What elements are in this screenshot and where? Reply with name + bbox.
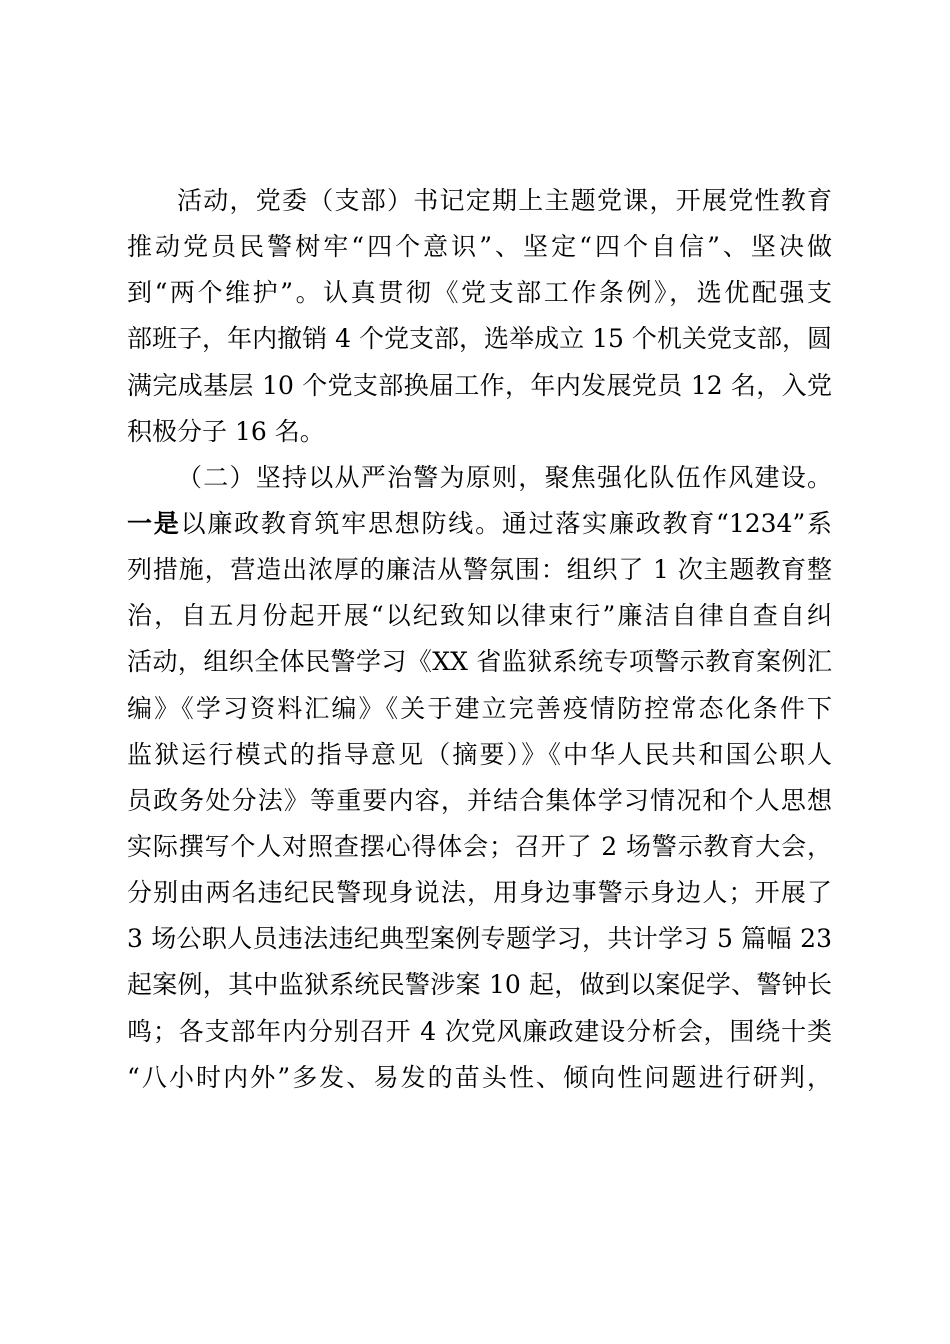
paragraph-line: 3 场公职人员违法违纪典型案例专题学习，共计学习 5 篇幅 23 — [127, 924, 832, 954]
line-text: 以廉政教育筑牢思想防线。通过落实廉政教育“1234”系 — [180, 508, 832, 538]
paragraph-line: 鸣；各支部年内分别召开 4 次党风廉政建设分析会，围绕十类 — [127, 1016, 832, 1046]
paragraph-line: 活动，组织全体民警学习《XX 省监狱系统专项警示教育案例汇 — [127, 647, 832, 677]
bold-lead-text: 一是 — [127, 508, 181, 538]
paragraph-line: 到“两个维护”。认真贯彻《党支部工作条例》，选优配强支 — [127, 278, 832, 308]
body-text — [127, 178, 832, 1101]
paragraph-line — [127, 501, 832, 547]
paragraph-line: 起案例，其中监狱系统民警涉案 10 起，做到以案促学、警钟长 — [127, 970, 832, 1000]
paragraph-line: 推动党员民警树牢“四个意识”、坚定“四个自信”、坚决做 — [127, 232, 832, 262]
paragraph-line: 分别由两名违纪民警现身说法，用身边事警示身边人；开展了 — [127, 878, 832, 908]
paragraph-line: 监狱运行模式的指导意见（摘要）》《中华人民共和国公职人 — [127, 739, 832, 769]
paragraph-line: 活动，党委（支部）书记定期上主题党课，开展党性教育 — [177, 186, 832, 215]
paragraph-line: 部班子，年内撤销 4 个党支部，选举成立 15 个机关党支部，圆 — [127, 324, 832, 354]
paragraph-line: 编》《学习资料汇编》《关于建立完善疫情防控常态化条件下 — [127, 693, 832, 723]
paragraph-line: 实际撰写个人对照查摆心得体会；召开了 2 场警示教育大会， — [127, 831, 832, 861]
paragraph-line: “八小时内外”多发、易发的苗头性、倾向性问题进行研判， — [127, 1062, 832, 1092]
paragraph-line: 积极分子 16 名。 — [127, 416, 325, 446]
paragraph-line: 治，自五月份起开展“以纪致知以律束行”廉洁自律自查自纠 — [127, 601, 832, 631]
paragraph-line: 满完成基层 10 个党支部换届工作，年内发展党员 12 名，入党 — [127, 370, 832, 400]
paragraph-line: 员政务处分法》等重要内容，并结合集体学习情况和个人思想 — [127, 785, 832, 815]
section-heading-line: （二）坚持以从严治警为原则，聚焦强化队伍作风建设。 — [177, 462, 832, 492]
paragraph-line: 列措施，营造出浓厚的廉洁从警氛围：组织了 1 次主题教育整 — [127, 555, 832, 585]
